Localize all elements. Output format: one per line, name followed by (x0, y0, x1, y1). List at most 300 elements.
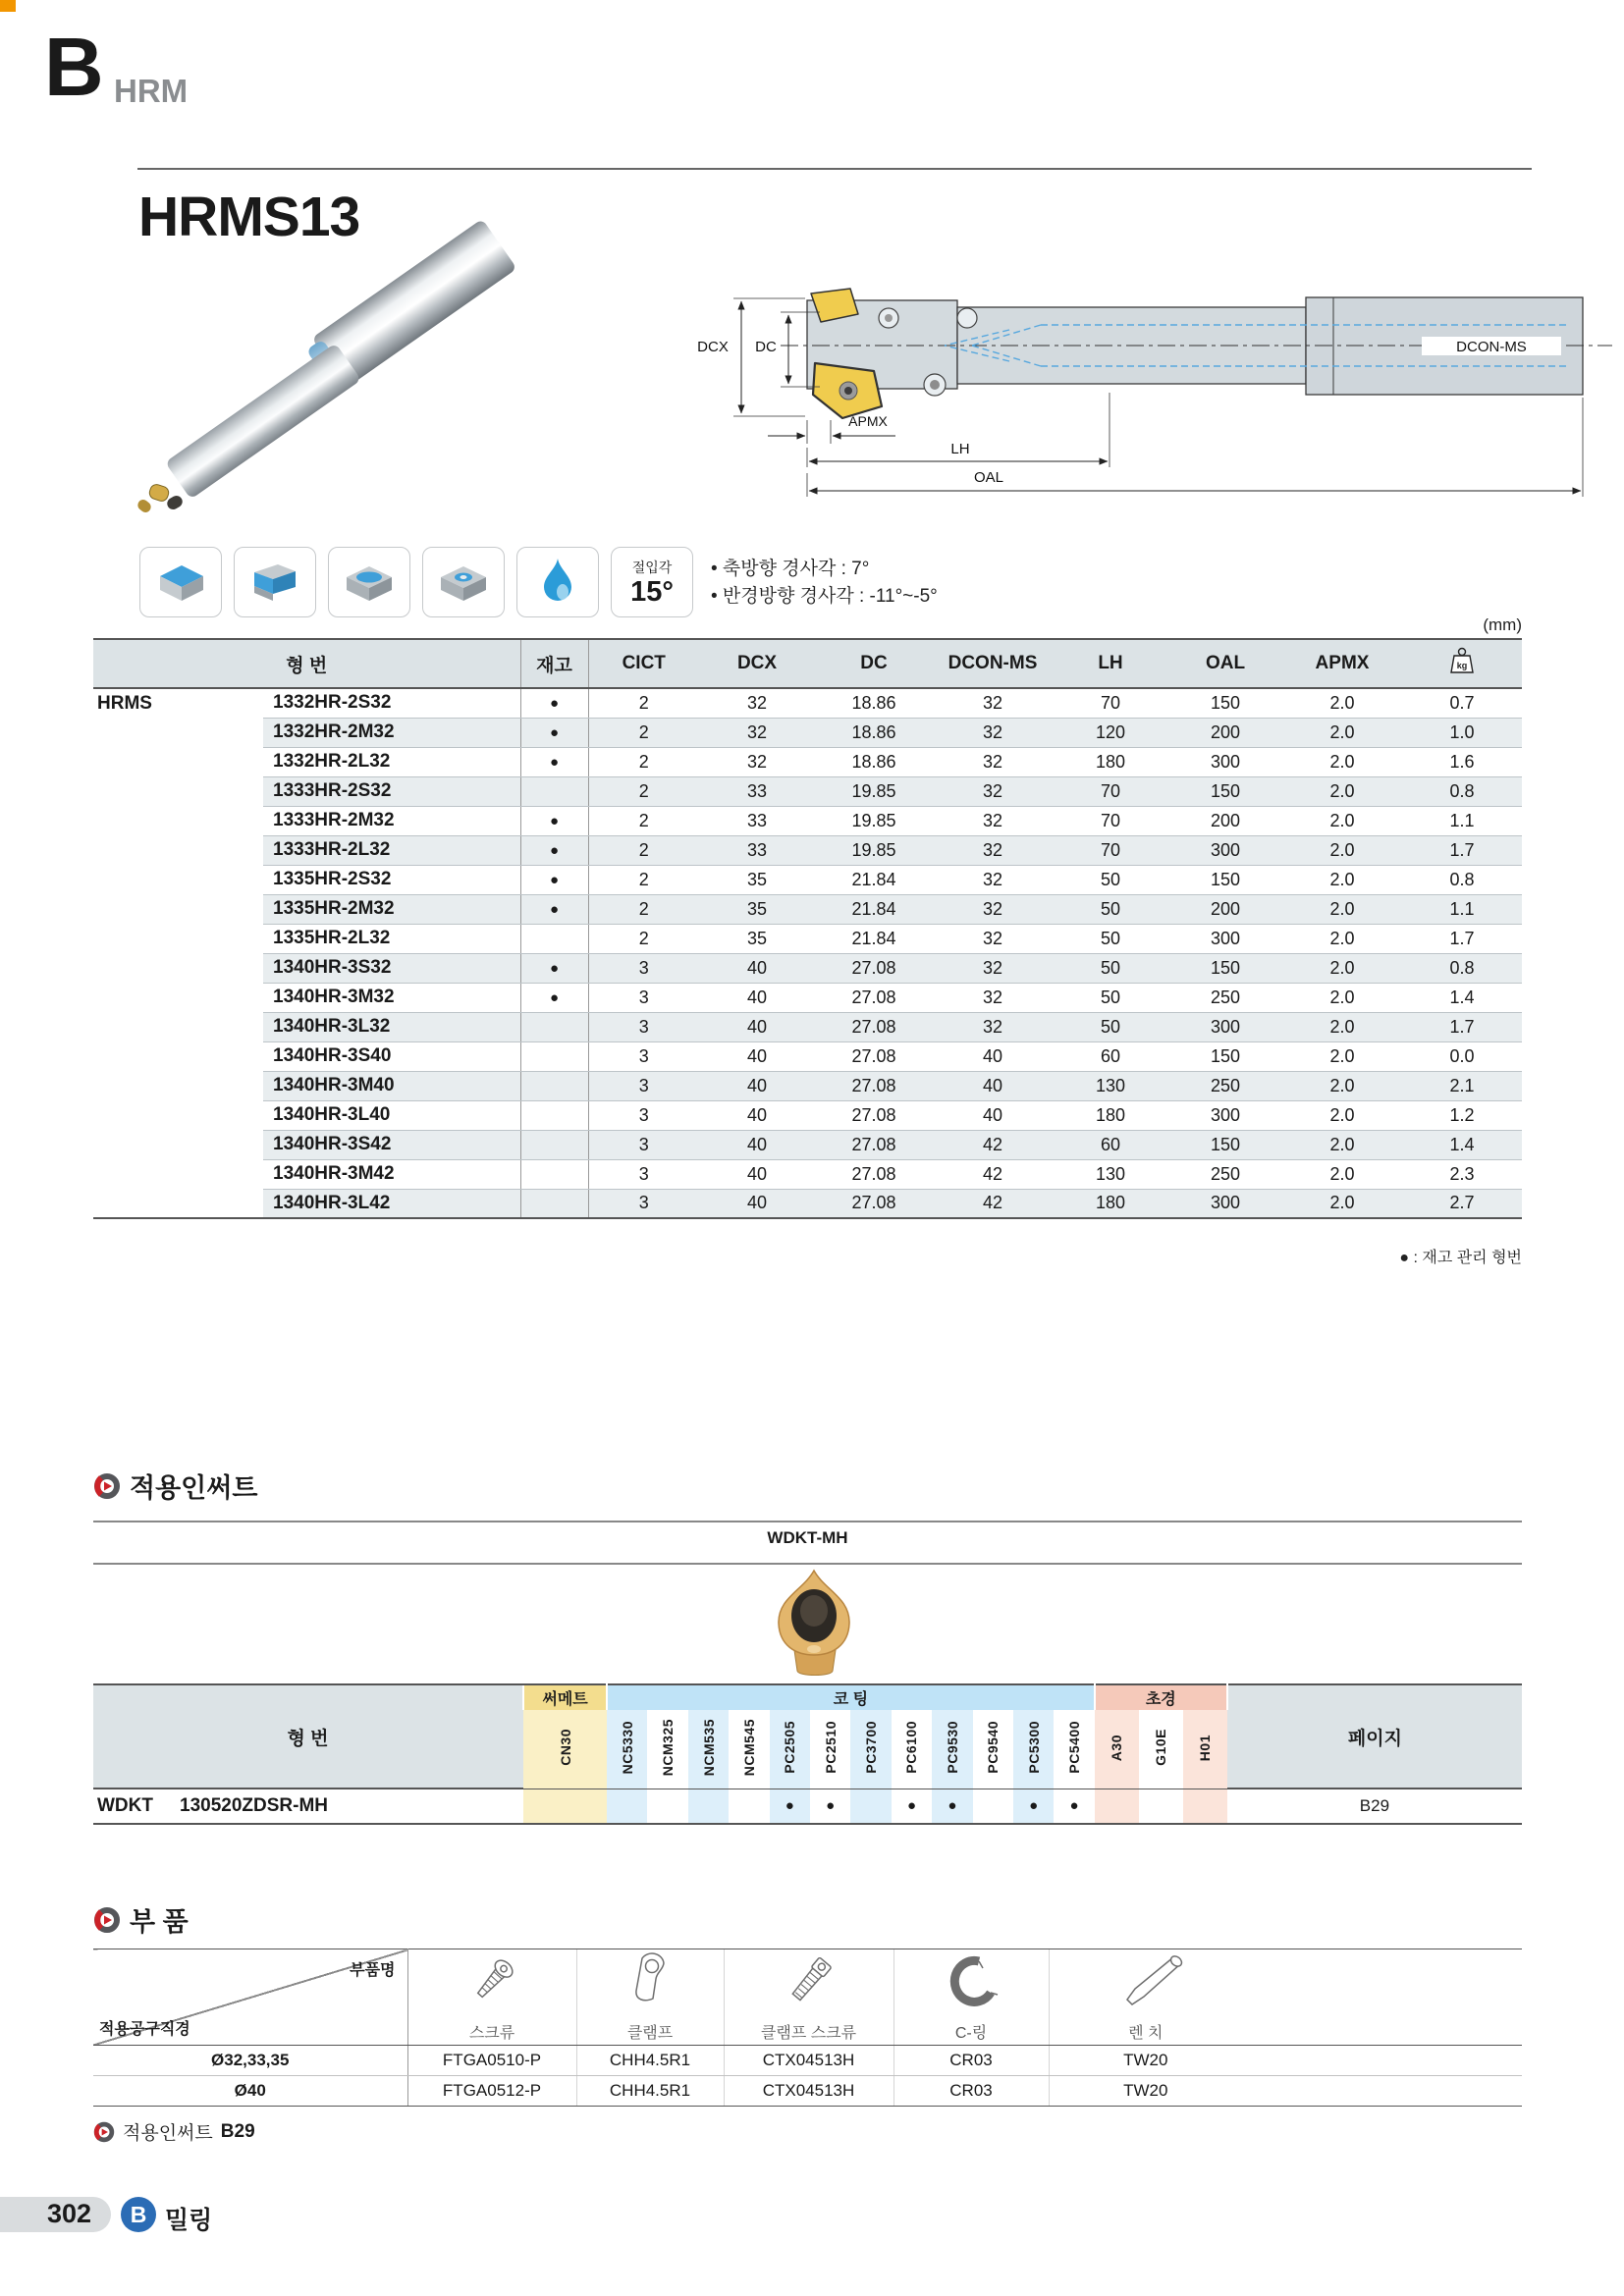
group-coating: 코 팅 (607, 1684, 1095, 1710)
value-cell: 300 (1168, 1012, 1282, 1041)
value-cell: 70 (1053, 806, 1168, 835)
stock-cell: ● (520, 894, 588, 924)
value-cell: 150 (1168, 776, 1282, 806)
group-cell (93, 865, 263, 894)
value-cell: 32 (699, 747, 815, 776)
stock-cell (520, 1189, 588, 1218)
grade-mark-cell (688, 1789, 729, 1824)
table-row (93, 983, 1522, 1012)
parts-section-label: 부 품 (130, 1907, 189, 1937)
value-cell: 3 (588, 1130, 699, 1159)
wrench-icon (1049, 1949, 1242, 2019)
grade-mark-cell (729, 1789, 769, 1824)
part-label-clamp-screw: 클램프 스크류 (724, 2019, 893, 2046)
label-dc: DC (755, 339, 777, 355)
table-row (93, 924, 1522, 953)
feature-notes (711, 556, 938, 611)
value-cell: 32 (933, 924, 1053, 953)
group-cell (93, 1130, 263, 1159)
screw-hole (957, 308, 977, 328)
spec-header-row (93, 639, 1522, 688)
value-cell: 27.08 (815, 1071, 933, 1100)
stock-cell (520, 776, 588, 806)
insert-photo (754, 1569, 874, 1679)
parts-filler (1242, 1949, 1522, 2046)
value-cell: 2.0 (1282, 835, 1402, 865)
value-cell: 40 (933, 1100, 1053, 1130)
stock-cell (520, 1041, 588, 1071)
value-cell: 50 (1053, 1012, 1168, 1041)
face-milling-icon (139, 547, 222, 617)
value-cell: 1.7 (1402, 835, 1522, 865)
value-cell: 32 (933, 894, 1053, 924)
value-cell: 3 (588, 1012, 699, 1041)
stock-cell: ● (520, 983, 588, 1012)
value-cell: 300 (1168, 747, 1282, 776)
section-bullet-icon (93, 1906, 121, 1934)
clamp-screw-icon (724, 1949, 893, 2019)
value-cell: 250 (1168, 1159, 1282, 1189)
insert-model: 130520ZDSR-MH (180, 1795, 328, 1816)
table-row (93, 1041, 1522, 1071)
angle-label: 절입각 (631, 560, 673, 575)
group-cell (93, 718, 263, 747)
value-cell: 300 (1168, 1100, 1282, 1130)
value-cell: 2.0 (1282, 1189, 1402, 1218)
value-cell: 200 (1168, 806, 1282, 835)
grade-mark-cell (1095, 1789, 1139, 1824)
value-cell: 35 (699, 924, 815, 953)
table-row (93, 1071, 1522, 1100)
stock-cell (520, 1130, 588, 1159)
grade-header: NCM325 (647, 1710, 687, 1789)
grade-mark-cell: ● (770, 1789, 810, 1824)
value-cell: 35 (699, 865, 815, 894)
value-cell: 40 (699, 1189, 815, 1218)
value-cell: 40 (699, 983, 815, 1012)
value-cell: 250 (1168, 1071, 1282, 1100)
value-cell: 18.86 (815, 747, 933, 776)
stock-cell: ● (520, 718, 588, 747)
value-cell: 27.08 (815, 1100, 933, 1130)
group-cell (93, 776, 263, 806)
value-cell: 32 (933, 1012, 1053, 1041)
grade-mark-cell (607, 1789, 647, 1824)
value-cell: 18.86 (815, 688, 933, 718)
value-cell: 1.2 (1402, 1100, 1522, 1130)
value-cell: 32 (699, 718, 815, 747)
col-apmx: APMX (1282, 639, 1402, 688)
value-cell: 3 (588, 1189, 699, 1218)
value-cell: 1.1 (1402, 894, 1522, 924)
grade-header: NCM535 (688, 1710, 729, 1789)
group-cell (93, 1100, 263, 1130)
table-row (93, 953, 1522, 983)
value-cell: 19.85 (815, 835, 933, 865)
grade-header: PC3700 (850, 1710, 891, 1789)
model-cell: 1340HR-3M40 (263, 1071, 520, 1100)
value-cell: 32 (699, 688, 815, 718)
clamp-icon (576, 1949, 724, 2019)
model-cell: 1340HR-3S40 (263, 1041, 520, 1071)
value-cell: 3 (588, 1041, 699, 1071)
group-cell (93, 747, 263, 776)
screw-icon (407, 1949, 576, 2019)
value-cell: 120 (1053, 718, 1168, 747)
value-cell: 200 (1168, 894, 1282, 924)
machining-icon-row (139, 547, 693, 617)
stock-cell: ● (520, 747, 588, 776)
value-cell: 2.0 (1282, 806, 1402, 835)
value-cell: 2 (588, 718, 699, 747)
value-cell: 32 (933, 718, 1053, 747)
parts-table-wrap (93, 1949, 1522, 2107)
grade-header: NCM545 (729, 1710, 769, 1789)
footer-page-number: 302 (47, 2199, 92, 2228)
model-cell: 1340HR-3M32 (263, 983, 520, 1012)
group-cell (93, 1189, 263, 1218)
value-cell: 2.0 (1282, 894, 1402, 924)
col-dcx: DCX (699, 639, 815, 688)
diameter-cell: Ø40 (93, 2076, 407, 2107)
value-cell: 2.0 (1282, 865, 1402, 894)
value-cell: 27.08 (815, 1130, 933, 1159)
part-number-cell: CR03 (893, 2046, 1049, 2076)
group-cell (93, 1159, 263, 1189)
model-cell: 1333HR-2S32 (263, 776, 520, 806)
grade-header: H01 (1183, 1710, 1227, 1789)
value-cell: 2.0 (1282, 1071, 1402, 1100)
grade-mark-cell (1183, 1789, 1227, 1824)
col-stock: 재고 (520, 639, 588, 688)
value-cell: 19.85 (815, 806, 933, 835)
grade-mark-cell (647, 1789, 687, 1824)
diameter-cell: Ø32,33,35 (93, 2046, 407, 2076)
stock-cell: ● (520, 688, 588, 718)
value-cell: 32 (933, 806, 1053, 835)
value-cell: 2.0 (1282, 1012, 1402, 1041)
value-cell: 150 (1168, 1130, 1282, 1159)
value-cell: 40 (699, 953, 815, 983)
value-cell: 2.0 (1282, 1130, 1402, 1159)
value-cell: 60 (1053, 1130, 1168, 1159)
apply-note-page: B29 (220, 2120, 255, 2142)
note-axial: • 축방향 경사각 : 7° (711, 559, 870, 579)
value-cell: 150 (1168, 953, 1282, 983)
table-row (93, 835, 1522, 865)
grade-mark-cell: ● (1013, 1789, 1054, 1824)
grade-mark-cell: ● (932, 1789, 972, 1824)
value-cell: 27.08 (815, 953, 933, 983)
value-cell: 70 (1053, 776, 1168, 806)
value-cell: 0.7 (1402, 688, 1522, 718)
parts-section-title (93, 1900, 189, 1939)
grade-header: NC5330 (607, 1710, 647, 1789)
value-cell: 32 (933, 835, 1053, 865)
value-cell: 42 (933, 1189, 1053, 1218)
shoulder-milling-icon (234, 547, 316, 617)
value-cell: 21.84 (815, 865, 933, 894)
model-cell: 1340HR-3S42 (263, 1130, 520, 1159)
technical-drawing (638, 280, 1615, 510)
value-cell: 200 (1168, 718, 1282, 747)
group-cermet: 써메트 (523, 1684, 607, 1710)
value-cell: 150 (1168, 688, 1282, 718)
value-cell: 3 (588, 1159, 699, 1189)
label-apmx: APMX (848, 413, 888, 429)
page-corner-mark (0, 0, 16, 12)
insert-table (93, 1683, 1522, 1825)
value-cell: 42 (933, 1159, 1053, 1189)
part-number-cell: TW20 (1049, 2046, 1242, 2076)
value-cell: 2.7 (1402, 1189, 1522, 1218)
stock-cell: ● (520, 953, 588, 983)
value-cell: 300 (1168, 924, 1282, 953)
value-cell: 180 (1053, 1100, 1168, 1130)
value-cell: 33 (699, 806, 815, 835)
section-label: HRM (114, 73, 189, 109)
table-row (93, 776, 1522, 806)
value-cell: 150 (1168, 865, 1282, 894)
stock-cell (520, 1100, 588, 1130)
label-dcon-ms: DCON-MS (1456, 339, 1527, 355)
product-photo (118, 243, 511, 538)
value-cell: 250 (1168, 983, 1282, 1012)
filler-cell (1242, 2046, 1522, 2076)
group-cell (93, 1012, 263, 1041)
grade-mark-cell (523, 1789, 607, 1824)
stock-cell: ● (520, 835, 588, 865)
value-cell: 3 (588, 953, 699, 983)
parts-row (93, 2076, 1522, 2107)
spec-table-wrap (93, 638, 1522, 1219)
group-cell (93, 1041, 263, 1071)
table-row (93, 1189, 1522, 1218)
model-cell: 1340HR-3L32 (263, 1012, 520, 1041)
model-cell: 1340HR-3L40 (263, 1100, 520, 1130)
parts-dia-header: 적용공구직경 (99, 2021, 190, 2038)
value-cell: 32 (933, 747, 1053, 776)
value-cell: 1.7 (1402, 924, 1522, 953)
stock-cell (520, 924, 588, 953)
insert-rule-bottom (93, 1563, 1522, 1565)
slot-milling-icon (328, 547, 410, 617)
part-number-cell: FTGA0512-P (407, 2076, 576, 2107)
value-cell: 2.0 (1282, 1100, 1402, 1130)
value-cell: 2.0 (1282, 747, 1402, 776)
value-cell: 50 (1053, 924, 1168, 953)
value-cell: 40 (699, 1071, 815, 1100)
col-oal: OAL (1168, 639, 1282, 688)
value-cell: 3 (588, 1071, 699, 1100)
value-cell: 40 (699, 1130, 815, 1159)
value-cell: 2.0 (1282, 953, 1402, 983)
value-cell: 40 (699, 1159, 815, 1189)
value-cell: 50 (1053, 865, 1168, 894)
part-number-cell: TW20 (1049, 2076, 1242, 2107)
section-bullet-icon (93, 2121, 115, 2143)
insert-data-row (93, 1789, 1522, 1824)
value-cell: 21.84 (815, 894, 933, 924)
insert-rule-top (93, 1521, 1522, 1522)
model-cell: 1340HR-3L42 (263, 1189, 520, 1218)
part-label-c-ring: C-링 (893, 2019, 1049, 2046)
col-weight (1402, 639, 1522, 688)
value-cell: 32 (933, 688, 1053, 718)
part-number-cell: CR03 (893, 2076, 1049, 2107)
label-lh: LH (950, 441, 970, 457)
col-lh: LH (1053, 639, 1168, 688)
col-dc: DC (815, 639, 933, 688)
value-cell: 60 (1053, 1041, 1168, 1071)
inserts-section-label: 적용인써트 (130, 1473, 258, 1503)
group-cell (93, 835, 263, 865)
insert-group-row (93, 1684, 1522, 1710)
col-dcon-ms: DCON-MS (933, 639, 1053, 688)
value-cell: 21.84 (815, 924, 933, 953)
group-carbide: 초경 (1095, 1684, 1227, 1710)
grade-header: PC5400 (1054, 1710, 1094, 1789)
value-cell: 130 (1053, 1159, 1168, 1189)
c-ring-icon (893, 1949, 1049, 2019)
photo-insert-tip (135, 498, 153, 514)
header-rule (137, 168, 1532, 170)
value-cell: 35 (699, 894, 815, 924)
table-row (93, 747, 1522, 776)
apply-insert-note (93, 2118, 255, 2145)
part-number-cell: CTX04513H (724, 2076, 893, 2107)
value-cell: 2.0 (1282, 1041, 1402, 1071)
grade-mark-cell (1139, 1789, 1183, 1824)
insert-model-cell (93, 1789, 523, 1824)
value-cell: 1.0 (1402, 718, 1522, 747)
value-cell: 2 (588, 835, 699, 865)
value-cell: 2.0 (1282, 983, 1402, 1012)
grade-mark-cell (973, 1789, 1013, 1824)
value-cell: 32 (933, 776, 1053, 806)
model-cell: 1332HR-2M32 (263, 718, 520, 747)
value-cell: 1.7 (1402, 1012, 1522, 1041)
group-cell (93, 894, 263, 924)
table-row (93, 718, 1522, 747)
coolant-icon (516, 547, 599, 617)
part-number-cell: CHH4.5R1 (576, 2076, 724, 2107)
insert-page-cell: B29 (1227, 1789, 1522, 1824)
model-cell: 1332HR-2L32 (263, 747, 520, 776)
part-number-cell: FTGA0510-P (407, 2046, 576, 2076)
grade-header: PC9530 (932, 1710, 972, 1789)
value-cell: 40 (699, 1012, 815, 1041)
grade-mark-cell: ● (892, 1789, 932, 1824)
value-cell: 2.1 (1402, 1071, 1522, 1100)
insert-name: WDKT-MH (767, 1528, 848, 1547)
col-cict: CICT (588, 639, 699, 688)
filler-cell (1242, 2076, 1522, 2107)
model-cell: 1332HR-2S32 (263, 688, 520, 718)
parts-name-header: 부품명 (350, 1962, 396, 1979)
value-cell: 0.8 (1402, 776, 1522, 806)
value-cell: 40 (933, 1071, 1053, 1100)
value-cell: 32 (933, 953, 1053, 983)
value-cell: 2 (588, 924, 699, 953)
table-row (93, 1130, 1522, 1159)
value-cell: 2 (588, 747, 699, 776)
svg-text:kg: kg (1456, 661, 1468, 670)
part-label-clamp: 클램프 (576, 2019, 724, 2046)
insert-table-wrap (93, 1683, 1522, 1825)
insert-col-page: 페이지 (1227, 1684, 1522, 1789)
value-cell: 42 (933, 1130, 1053, 1159)
model-cell: 1340HR-3S32 (263, 953, 520, 983)
value-cell: 50 (1053, 894, 1168, 924)
stock-cell (520, 1071, 588, 1100)
table-row (93, 1012, 1522, 1041)
value-cell: 40 (933, 1041, 1053, 1071)
unit-label: (mm) (1483, 615, 1522, 634)
stock-cell: ● (520, 865, 588, 894)
value-cell: 27.08 (815, 1012, 933, 1041)
part-number-cell: CHH4.5R1 (576, 2046, 724, 2076)
value-cell: 0.8 (1402, 865, 1522, 894)
section-letter: B (44, 21, 101, 113)
value-cell: 2 (588, 865, 699, 894)
grade-header: PC2510 (810, 1710, 850, 1789)
grade-mark-cell: ● (1054, 1789, 1094, 1824)
value-cell: 27.08 (815, 1189, 933, 1218)
angle-value: 15° (630, 576, 674, 608)
part-number-cell: CTX04513H (724, 2046, 893, 2076)
pocket-milling-icon (422, 547, 505, 617)
col-model: 형 번 (93, 639, 520, 688)
group-cell (93, 1071, 263, 1100)
grade-header: CN30 (523, 1710, 607, 1789)
grade-header: PC2505 (770, 1710, 810, 1789)
parts-table (93, 1949, 1522, 2107)
value-cell: 1.1 (1402, 806, 1522, 835)
grade-mark-cell: ● (810, 1789, 850, 1824)
stock-footnote: ● : 재고 관리 형번 (1399, 1250, 1522, 1266)
value-cell: 2 (588, 806, 699, 835)
group-cell (93, 924, 263, 953)
model-cell: 1335HR-2S32 (263, 865, 520, 894)
model-cell: 1335HR-2L32 (263, 924, 520, 953)
part-label-screw: 스크류 (407, 2019, 576, 2046)
table-row (93, 865, 1522, 894)
value-cell: 2 (588, 688, 699, 718)
grade-mark-cell (850, 1789, 891, 1824)
value-cell: 19.85 (815, 776, 933, 806)
model-cell: 1335HR-2M32 (263, 894, 520, 924)
value-cell: 2.0 (1282, 776, 1402, 806)
value-cell: 2.0 (1282, 718, 1402, 747)
grade-header: A30 (1095, 1710, 1139, 1789)
value-cell: 70 (1053, 688, 1168, 718)
parts-row (93, 2046, 1522, 2076)
value-cell: 1.4 (1402, 983, 1522, 1012)
group-cell (93, 806, 263, 835)
value-cell: 27.08 (815, 983, 933, 1012)
value-cell: 0.0 (1402, 1041, 1522, 1071)
spec-table (93, 638, 1522, 1219)
value-cell: 18.86 (815, 718, 933, 747)
value-cell: 300 (1168, 1189, 1282, 1218)
value-cell: 40 (699, 1041, 815, 1071)
label-oal: OAL (973, 469, 1004, 486)
group-cell: HRMS (97, 692, 152, 714)
inserts-section-title (93, 1467, 257, 1505)
value-cell: 2.0 (1282, 1159, 1402, 1189)
value-cell: 33 (699, 776, 815, 806)
